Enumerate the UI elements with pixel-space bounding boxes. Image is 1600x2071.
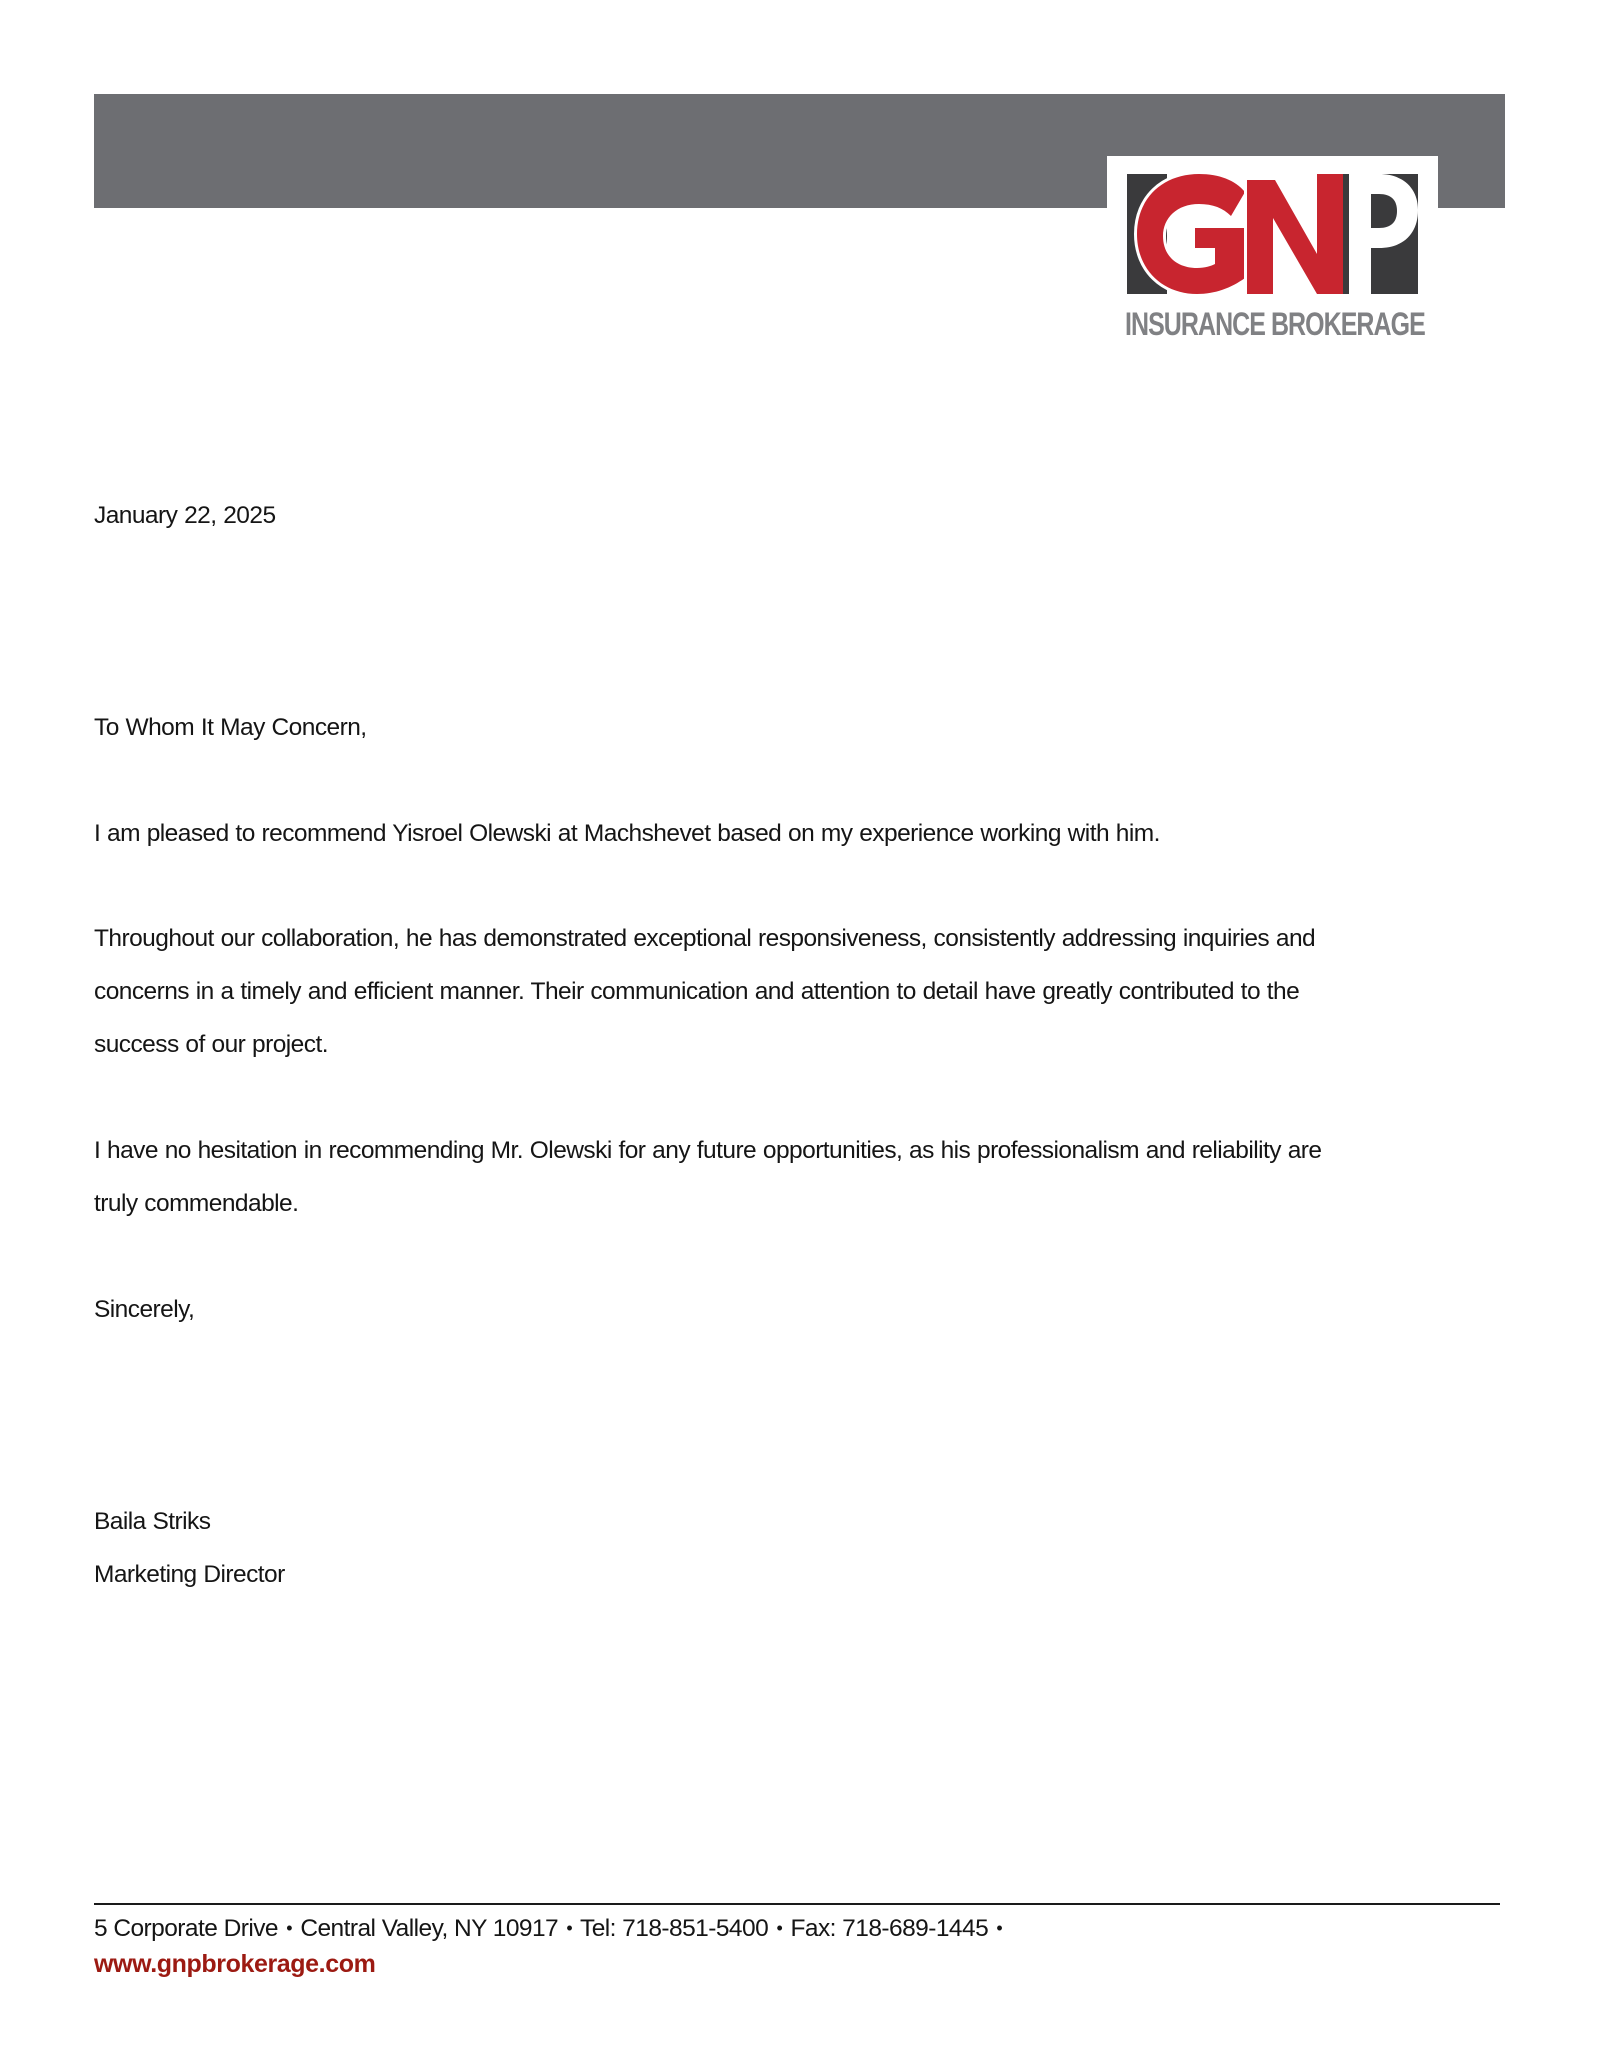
gnp-logo-mark [1127, 174, 1418, 294]
bullet-separator-icon: • [776, 1918, 783, 1938]
footer-fax: Fax: 718-689-1445 [790, 1915, 989, 1942]
paragraph-line: success of our project. [94, 1031, 328, 1058]
letter-closing: Sincerely, [94, 1296, 195, 1323]
footer-street: 5 Corporate Drive [94, 1915, 279, 1942]
signer-title: Marketing Director [94, 1561, 285, 1588]
paragraph-line: I am pleased to recommend Yisroel Olewski at Machshevet based on my experience working with him. [94, 820, 1160, 847]
website-link[interactable]: www.gnpbrokerage.com [94, 1950, 376, 1978]
paragraph-line: truly commendable. [94, 1190, 299, 1217]
footer-phone: Tel: 718-851-5400 [580, 1915, 769, 1942]
footer-divider [94, 1903, 1500, 1905]
letter-paragraph-3 [94, 1124, 1514, 1230]
footer-city: Central Valley, NY 10917 [300, 1915, 559, 1942]
bullet-separator-icon: • [996, 1918, 1003, 1938]
paragraph-line: Throughout our collaboration, he has demonstrated exceptional responsiveness, consistently addressing inquiries and [94, 925, 1316, 952]
letter-salutation: To Whom It May Concern, [94, 714, 367, 741]
paragraph-line: I have no hesitation in recommending Mr. Olewski for any future opportunities, as his professionalism and reliability are [94, 1137, 1322, 1164]
footer-address [94, 1912, 1004, 1945]
bullet-separator-icon: • [566, 1918, 573, 1938]
letter-paragraph-1 [94, 807, 1514, 860]
logo-subtitle: INSURANCE BROKERAGE [1125, 306, 1425, 342]
signer-name: Baila Striks [94, 1508, 211, 1535]
letter-paragraph-2 [94, 912, 1514, 1071]
letter-date: January 22, 2025 [94, 502, 276, 529]
paragraph-line: concerns in a timely and efficient manner. Their communication and attention to detail have greatly contributed to the [94, 978, 1300, 1005]
bullet-separator-icon: • [286, 1918, 293, 1938]
logo-letter-n [1247, 174, 1343, 294]
company-logo [1107, 156, 1438, 356]
logo-letter-g [1137, 174, 1245, 294]
logo-letter-p [1343, 174, 1418, 294]
